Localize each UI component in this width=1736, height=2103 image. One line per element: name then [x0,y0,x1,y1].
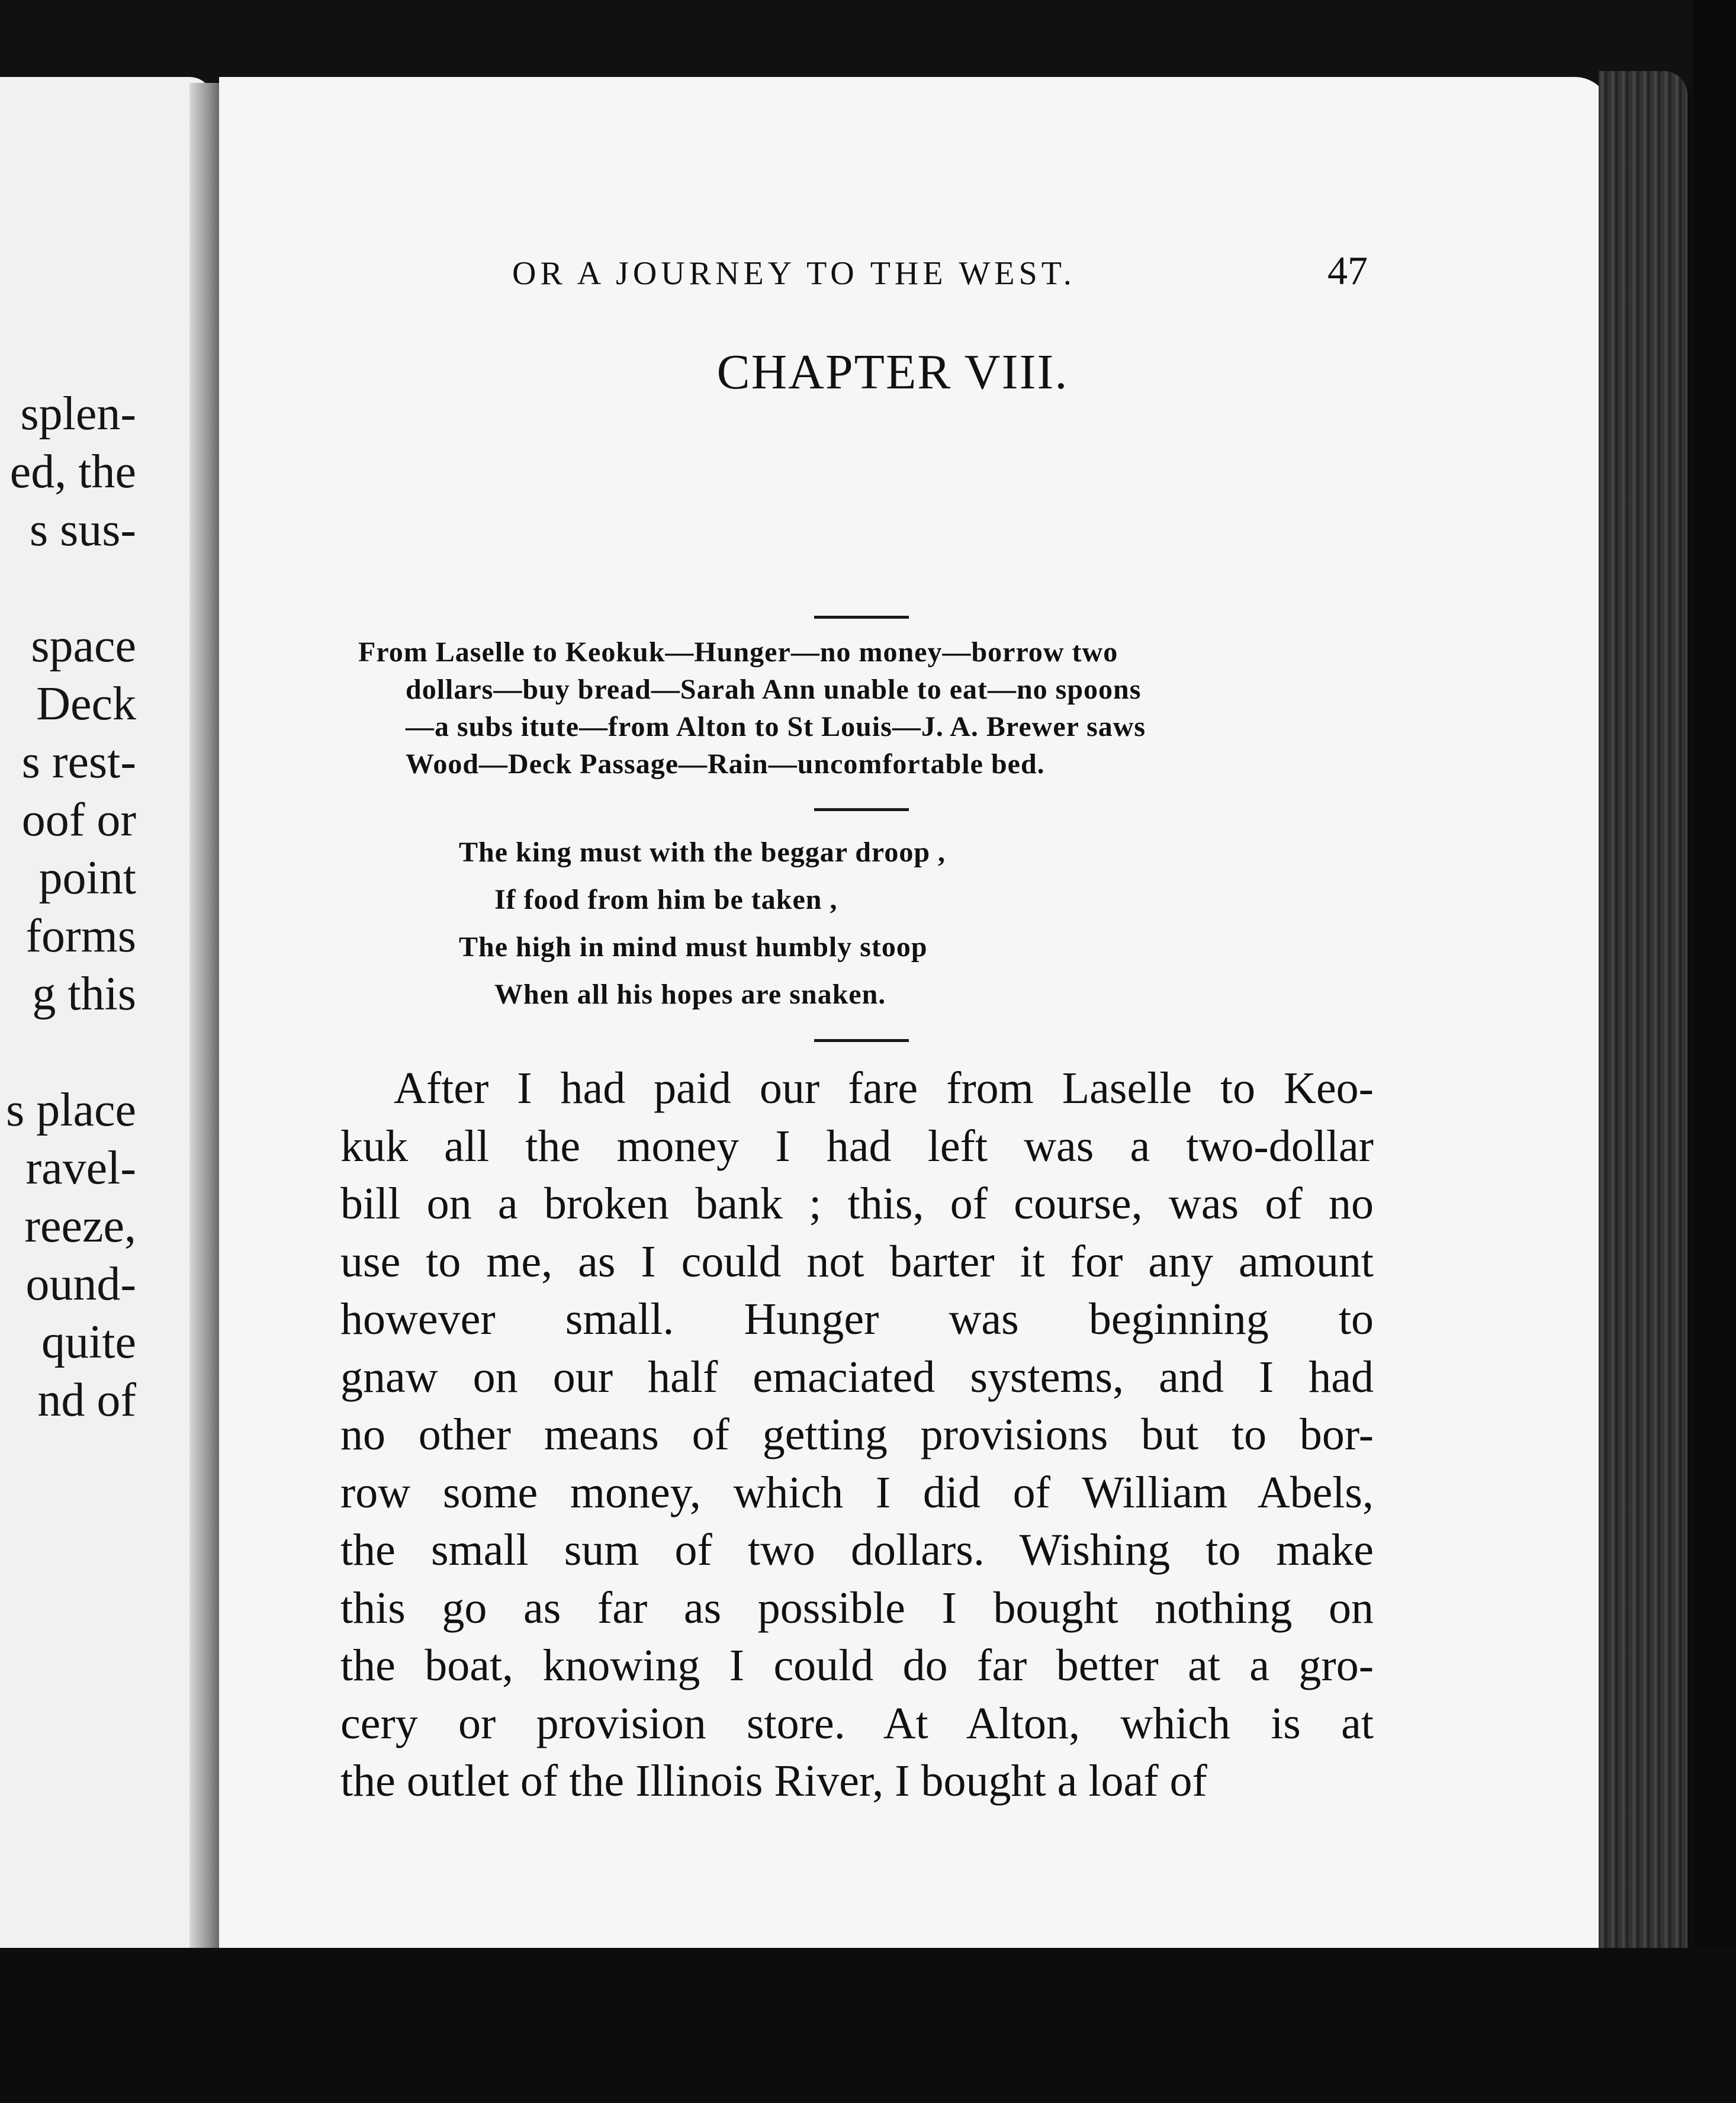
left-line: quite [41,1316,136,1368]
chapter-synopsis [358,634,1374,783]
body-line: row some money, which I did of William Abels, [340,1467,1374,1517]
body-line: no other means of getting provisions but to bor- [340,1410,1374,1459]
body-line: After I had paid our fare from Laselle to Keo- [394,1063,1374,1113]
synopsis-line: dollars—buy bread—Sarah Ann unable to eat—no spoons [406,674,1142,705]
left-line: s rest- [21,736,136,788]
left-page-text [0,385,136,1429]
body-line: cery or provision store. At Alton, which is at [340,1698,1374,1748]
page-number: 47 [1327,248,1368,293]
left-line: s sus- [29,504,136,556]
body-paragraph [340,1060,1374,1811]
left-line: point [38,852,136,904]
page-edge [1599,71,1687,1983]
body-line: this go as far as possible I bought nothing on [340,1583,1374,1633]
left-page [0,77,213,2031]
left-line: ed, the [9,446,136,498]
body-line: however small. Hunger was beginning to [340,1294,1374,1344]
body-line: kuk all the money I had left was a two-dollar [340,1121,1374,1171]
left-line: oof or [21,794,136,846]
scan-right-border [1693,0,1736,2103]
left-line: ound- [25,1258,136,1310]
synopsis-line: From Laselle to Keokuk—Hunger—no money—borrow two [358,636,1118,668]
synopsis-line: Wood—Deck Passage—Rain—uncomfortable bed. [406,748,1045,780]
left-line: forms [25,910,136,962]
body-line: bill on a broken bank ; this, of course, was of no [340,1179,1374,1229]
left-line [0,559,136,617]
body-line: gnaw on our half emaciated systems, and I had [340,1352,1374,1402]
epigraph-line: The king must with the beggar droop , [459,837,946,868]
epigraph-line: When all his hopes are snaken. [494,979,886,1010]
left-line [0,1023,136,1081]
body-line: the boat, knowing I could do far better at a gro- [340,1641,1374,1690]
left-line: space [31,620,136,672]
epigraph-line: If food from him be taken , [494,884,838,915]
left-line: splen- [20,388,136,440]
body-line: use to me, as I could not barter it for any amount [340,1236,1374,1287]
body-line: the small sum of two dollars. Wishing to make [340,1525,1374,1575]
left-line: reeze, [24,1200,136,1252]
left-line: s place [6,1084,136,1136]
divider-rule [814,1039,909,1042]
chapter-title: CHAPTER VIII. [716,345,1069,400]
left-line: Deck [36,678,136,730]
left-line: ravel- [25,1142,136,1194]
divider-rule [814,616,909,619]
epigraph-line: The high in mind must humbly stoop [459,931,928,963]
running-head [340,237,1374,308]
scan-bottom-border [0,1948,1736,2103]
page-content [340,237,1374,1806]
left-line: nd of [37,1374,136,1426]
body-line: the outlet of the Illinois River, I bought a loaf of [340,1756,1207,1806]
synopsis-line: —a subs itute—from Alton to St Louis—J. A. Brewer saws [406,711,1146,742]
divider-rule [814,808,909,811]
epigraph [459,829,946,1018]
running-title: OR A JOURNEY TO THE WEST. [512,255,1076,292]
scan-top-border [0,0,1736,89]
left-line: g this [32,968,136,1020]
